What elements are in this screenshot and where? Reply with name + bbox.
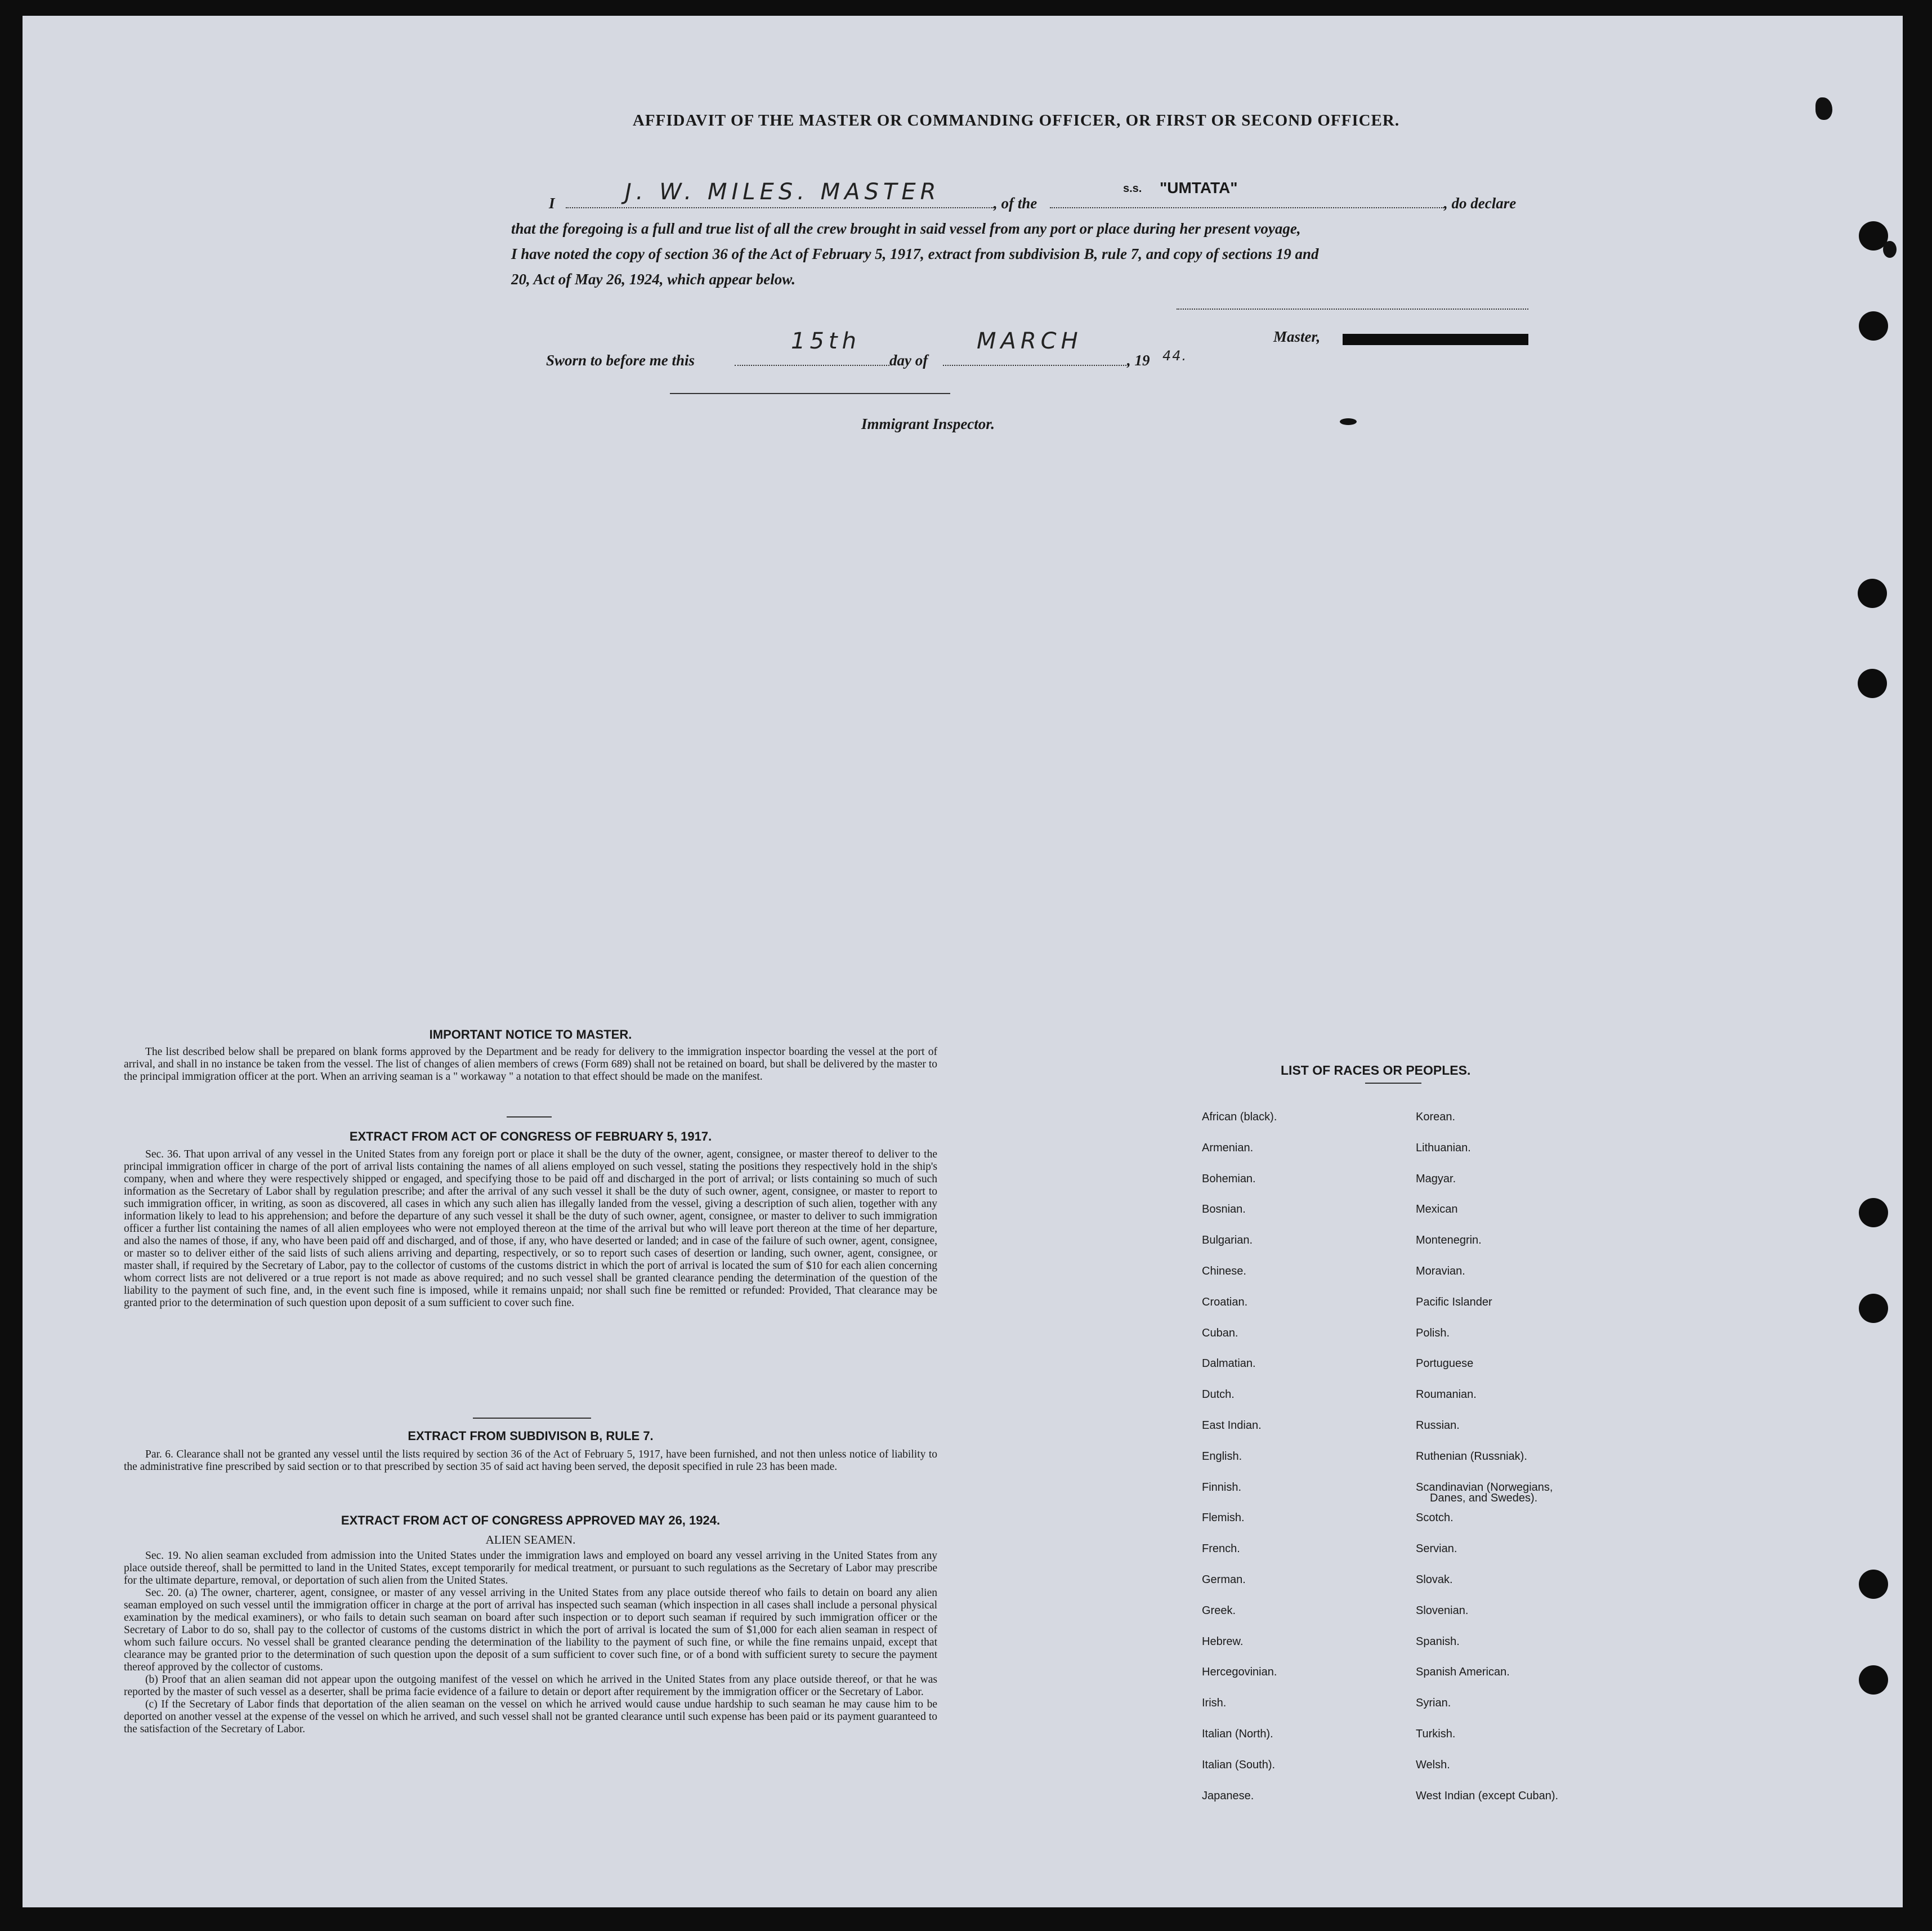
race-entry: Montenegrin.	[1416, 1234, 1482, 1247]
extract3-heading: EXTRACT FROM ACT OF CONGRESS APPROVED MAY 26, 1924.	[341, 1513, 721, 1527]
extract1-text	[124, 1148, 937, 1309]
affidavit-body-line-1: that the foregoing is a full and true list of all the crew brought in said vessel from any port or place during her present voyage,	[511, 220, 1301, 237]
race-entry: Pacific Islander	[1416, 1295, 1492, 1308]
punch-hole	[1859, 311, 1888, 341]
punch-hole	[1858, 579, 1887, 608]
race-entry: Roumanian.	[1416, 1388, 1477, 1401]
sworn-month-line	[943, 365, 1129, 366]
notice-text	[124, 1046, 937, 1083]
affidavit-title: AFFIDAVIT OF THE MASTER OR COMMANDING OFFICER, OR FIRST OR SECOND OFFICER.	[632, 111, 1400, 129]
race-entry: Flemish.	[1202, 1512, 1245, 1525]
vessel-field-line	[1050, 207, 1444, 208]
race-entry: Dalmatian.	[1202, 1357, 1256, 1370]
race-entry: Japanese.	[1202, 1789, 1254, 1802]
extract2-text	[124, 1449, 937, 1473]
sec19-paragraph: Sec. 19. No alien seaman excluded from admission into the United States under the immigration laws and employed on board any vessel arriving in the United States from any place outside thereof, shall be permitted to land in the United States, except temporarily for medical treatment, or pursuant to such regulations as the Secretary of Labor may prescribe for the ultimate departure, removal, or deportation of such alien from the United States.	[124, 1550, 937, 1586]
race-entry: Danes, and Swedes).	[1430, 1492, 1538, 1504]
race-entry: Spanish.	[1416, 1635, 1460, 1648]
race-entry: Slovak.	[1416, 1574, 1453, 1586]
inspector-signature-line	[670, 393, 950, 394]
affidavit-body-line-3: 20, Act of May 26, 1924, which appear below.	[511, 271, 795, 288]
race-entry: Slovenian.	[1416, 1604, 1469, 1617]
master-name-handwritten: J. W. MILES. MASTER	[625, 179, 941, 205]
vessel-prefix: s.s.	[1123, 182, 1142, 195]
race-entry: Korean.	[1416, 1111, 1456, 1123]
inspector-label: Immigrant Inspector.	[861, 415, 995, 432]
race-entry: Moravian.	[1416, 1265, 1465, 1277]
race-entry: Croatian.	[1202, 1295, 1248, 1308]
race-entry: Cuban.	[1202, 1326, 1238, 1339]
ink-mark	[1815, 97, 1832, 120]
race-entry: Lithuanian.	[1416, 1141, 1471, 1154]
extract3-text	[124, 1550, 937, 1736]
race-entry: Armenian.	[1202, 1141, 1254, 1154]
sec20a-paragraph: Sec. 20. (a) The owner, charterer, agent, consignee, or master of any vessel arriving in the United States from any place outside thereof who fails to detain on board any alien seaman employed on such vessel until the immigration officer in charge at the port of arrival has inspected such seaman (which inspection in all cases shall include a personal physical examination by the medical examiners), or who fails to detain such seaman on board after such inspection or to deport such seaman if required by such immigration officer or the Secretary of Labor to do so, shall pay to the collector of customs of the customs district in which the port of arrival is located the sum of $1,000 for each alien seaman in respect of whom such failure occurs. No vessel shall be granted clearance pending the determination of the liability to the payment of such fine, or while the fine remains unpaid, except that clearance may be granted prior to the determination of such question upon the deposit of a sum sufficient to cover such fine, or of a bond with sufficient surety to secure the payment thereof approved by the collector of customs.	[124, 1587, 937, 1673]
race-entry: Italian (South).	[1202, 1758, 1276, 1771]
ink-mark	[1340, 418, 1357, 425]
race-entry: Mexican	[1416, 1203, 1458, 1216]
signature-line	[1177, 309, 1528, 310]
sworn-day-line	[735, 365, 889, 366]
extract2-paragraph: Par. 6. Clearance shall not be granted any vessel until the lists required by section 36 of the Act of February 5, 1917, have been furnished, and not then unless notice of liability to the administrative fine prescribed by said section or to that prescribed by section 35 of said act having been served, the deposit specified in rule 23 has been made.	[124, 1449, 937, 1473]
race-entry: Servian.	[1416, 1543, 1457, 1555]
race-entry: Polish.	[1416, 1326, 1450, 1339]
extract1-heading: EXTRACT FROM ACT OF CONGRESS OF FEBRUARY 5, 1917.	[349, 1129, 712, 1143]
race-entry: Ruthenian (Russniak).	[1416, 1450, 1527, 1463]
race-entry: Welsh.	[1416, 1758, 1450, 1771]
year-prefix-label: , 19	[1127, 352, 1150, 369]
race-entry: English.	[1202, 1450, 1242, 1463]
notice-paragraph: The list described below shall be prepared on blank forms approved by the Department and be ready for delivery to the immigration inspector boarding the vessel at the port of arrival, and shall in no instance be taken from the vessel. The list of changes of alien members of crews (Form 689) shall not be retained on board, but shall be delivered by the master to the principal immigration officer at the port. When an arriving seaman is a " workaway " a notation to that effect should be made on the manifest.	[124, 1046, 937, 1083]
do-declare-label: , do declare	[1444, 195, 1517, 212]
divider	[1365, 1083, 1421, 1084]
sworn-day-handwritten: 15th	[791, 328, 861, 354]
race-entry: Portuguese	[1416, 1357, 1474, 1370]
race-entry: West Indian (except Cuban).	[1416, 1789, 1559, 1802]
ink-mark	[1883, 241, 1897, 258]
race-entry: Greek.	[1202, 1604, 1236, 1617]
race-entry: African (black).	[1202, 1111, 1277, 1123]
races-heading: LIST OF RACES OR PEOPLES.	[1281, 1063, 1471, 1078]
affidavit-body-line-2: I have noted the copy of section 36 of the Act of February 5, 1917, extract from subdivision B, rule 7, and copy of sections 19 and	[511, 245, 1319, 262]
race-entry: German.	[1202, 1574, 1246, 1586]
race-entry: Bohemian.	[1202, 1172, 1256, 1185]
race-entry: Irish.	[1202, 1697, 1227, 1710]
race-entry: Hercegovinian.	[1202, 1666, 1277, 1679]
race-entry: Russian.	[1416, 1419, 1460, 1432]
extract2-heading: EXTRACT FROM SUBDIVISON B, RULE 7.	[408, 1429, 654, 1443]
document-page	[23, 16, 1903, 1907]
race-entry: Hebrew.	[1202, 1635, 1244, 1648]
sworn-month-handwritten: MARCH	[977, 328, 1083, 354]
race-entry: Chinese.	[1202, 1265, 1246, 1277]
race-entry: French.	[1202, 1543, 1240, 1555]
race-entry: Scandinavian (Norwegians,	[1416, 1481, 1553, 1494]
race-entry: Turkish.	[1416, 1728, 1456, 1740]
divider	[507, 1116, 552, 1118]
pronoun-i: I	[549, 195, 555, 212]
punch-hole	[1859, 1665, 1888, 1695]
race-entry: Finnish.	[1202, 1481, 1242, 1494]
race-entry: Magyar.	[1416, 1172, 1456, 1185]
race-entry: Bulgarian.	[1202, 1234, 1253, 1247]
punch-hole	[1858, 669, 1887, 698]
race-entry: Bosnian.	[1202, 1203, 1246, 1216]
race-entry: Scotch.	[1416, 1512, 1454, 1525]
race-entry: Spanish American.	[1416, 1666, 1510, 1679]
race-entry: Syrian.	[1416, 1697, 1451, 1710]
name-field-line	[566, 207, 994, 208]
year-handwritten: 44.	[1162, 348, 1188, 364]
race-entry: East Indian.	[1202, 1419, 1262, 1432]
sworn-label: Sworn to before me this	[546, 352, 695, 369]
extract1-paragraph: Sec. 36. That upon arrival of any vessel in the United States from any foreign port or place it shall be the duty of the owner, agent, consignee, or master thereof to deliver to the principal immigration officer in charge of the port of arrival lists containing the names of all aliens employed on such vessel, stating the positions they respectively hold in the ship's company, when and where they were respectively shipped or engaged, and specifying those to be paid off and discharged in the port of arrival; or lists containing so much of such information as the Secretary of Labor shall by regulation prescribe; and after the arrival of any such vessel it shall be the duty of such owner, agent, consignee, or master to report to such immigration officer, in writing, as soon as discovered, all cases in which any such alien has illegally landed from the vessel, giving a description of such alien, together with any information likely to lead to his apprehension; and before the departure of any such vessel it shall be the duty of such owner, agent, consignee, or master to deliver to such immigration officer a further list containing the names of all alien employees who were not employed thereon at the time of the arrival but who will leave port thereon at the time of her departure, and also the names of those, if any, who have been paid off and discharged, and of those, if any, who have deserted or landed; and in case of the failure of such owner, agent, consignee, or master so to deliver either of the said lists of such aliens arriving and departing, respectively, or so to report such cases of desertion or landing, such owner, agent, consignee, or master shall, if required by the Secretary of Labor, pay to the collector of customs of the customs district in which the port of arrival is located the sum of $10 for each alien concerning whom correct lists are not delivered or a true report is not made as above required; and no such vessel shall be granted clearance pending the determination of the question of the liability to the payment of such fine, and, in the event such fine is imposed, while it remains unpaid; nor shall such fine be remitted or refunded: Provided, That clearance may be granted prior to the determination of such question upon deposit of a sum sufficient to cover such fine.	[124, 1148, 937, 1309]
extract3-subheading: ALIEN SEAMEN.	[485, 1533, 576, 1546]
punch-hole	[1859, 1294, 1888, 1323]
punch-hole	[1859, 1198, 1888, 1227]
vessel-name: "UMTATA"	[1160, 179, 1238, 196]
of-the-label: , of the	[994, 195, 1037, 212]
day-of-label: day of	[889, 352, 928, 369]
sec20c-paragraph: (c) If the Secretary of Labor finds that deportation of the alien seaman on the vessel on which he arrived would cause undue hardship to such seaman he may cause him to be deported on another vessel at the expense of the vessel on which he arrived, and such vessel shall not be granted clearance until such expense has been paid or its payment guaranteed to the satisfaction of the Secretary of Labor.	[124, 1698, 937, 1735]
race-entry: Dutch.	[1202, 1388, 1235, 1401]
punch-hole	[1859, 1570, 1888, 1599]
redaction-bar	[1343, 334, 1528, 345]
race-entry: Italian (North).	[1202, 1728, 1273, 1740]
sec20b-paragraph: (b) Proof that an alien seaman did not appear upon the outgoing manifest of the vessel on which he arrived in the United States from any place outside thereof, or that he was reported by the master of such vessel as a deserter, shall be prima facie evidence of a failure to detain or deport after requirement by the immigration officer or the Secretary of Labor.	[124, 1674, 937, 1698]
divider	[473, 1418, 591, 1419]
notice-heading: IMPORTANT NOTICE TO MASTER.	[429, 1027, 632, 1042]
master-label: Master,	[1273, 328, 1321, 345]
